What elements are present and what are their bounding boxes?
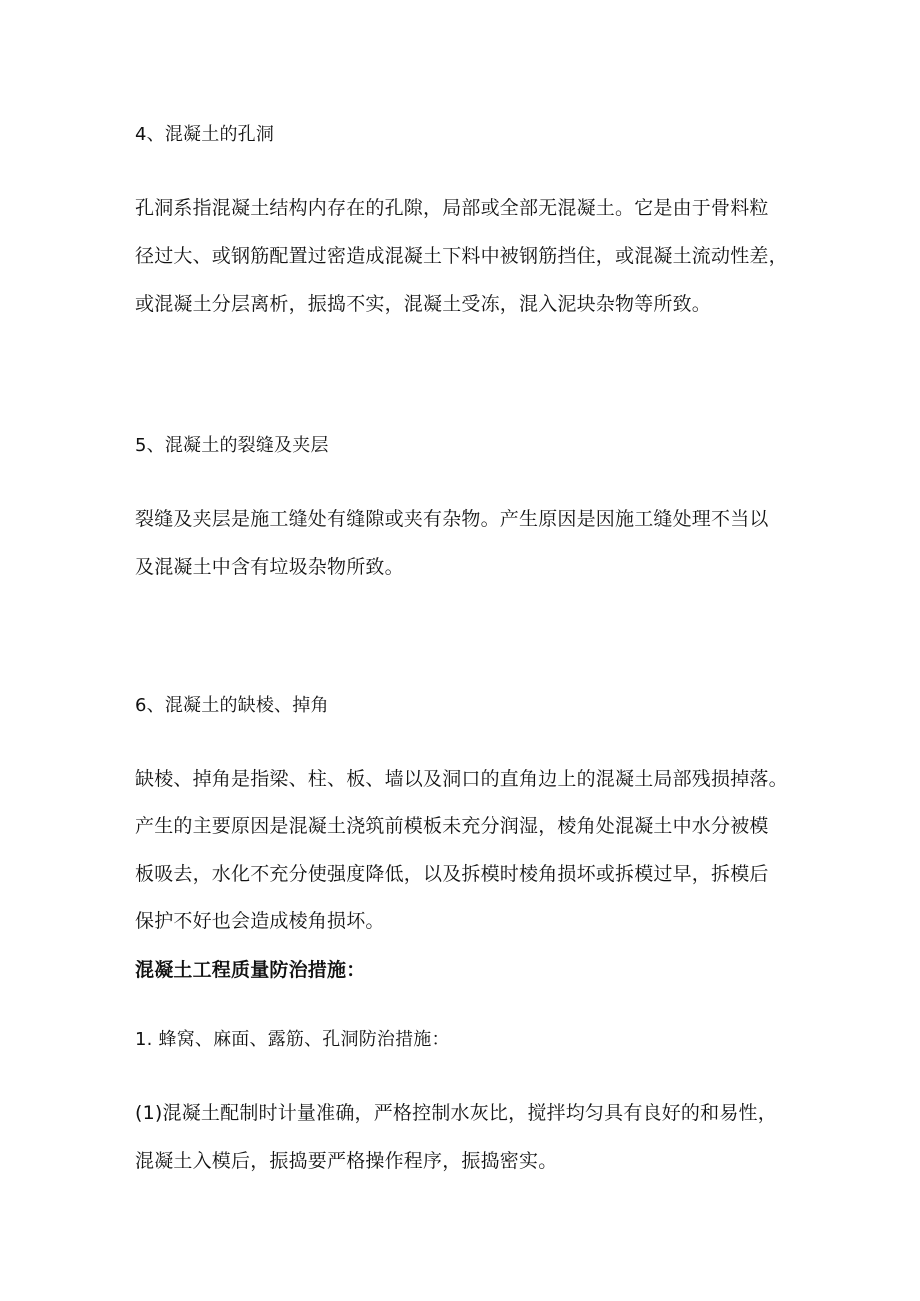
paragraph-line: 保护不好也会造成棱角损坏。 — [135, 910, 385, 932]
paragraph-line: 板吸去，水化不充分使强度降低，以及拆模时棱角损坏或拆模过早，拆模后 — [135, 863, 769, 885]
paragraph-line: 或混凝土分层离析，振捣不实，混凝土受冻，混入泥块杂物等所致。 — [135, 293, 712, 315]
section-heading-corners: 6、混凝土的缺棱、掉角 — [135, 695, 329, 716]
paragraph-line: 径过大、或钢筋配置过密造成混凝土下料中被钢筋挡住，或混凝土流动性差， — [135, 245, 788, 267]
measures-title: 混凝土工程质量防治措施： — [135, 959, 366, 981]
paragraph-line: 孔洞系指混凝土结构内存在的孔隙，局部或全部无混凝土。它是由于骨料粒 — [135, 197, 769, 219]
section-heading-cracks: 5、混凝土的裂缝及夹层 — [135, 435, 329, 456]
section-heading-holes: 4、混凝土的孔洞 — [135, 124, 275, 145]
paragraph-line: 裂缝及夹层是施工缝处有缝隙或夹有杂物。产生原因是因施工缝处理不当以 — [135, 508, 769, 530]
paragraph-line: 缺棱、掉角是指梁、柱、板、墙以及洞口的直角边上的混凝土局部残损掉落。 — [135, 768, 788, 790]
measure-item-line: 混凝土入模后，振捣要严格操作程序，振捣密实。 — [135, 1150, 558, 1172]
paragraph-line: 产生的主要原因是混凝土浇筑前模板未充分润湿，棱角处混凝土中水分被模 — [135, 815, 769, 837]
measure-item-line: (1)混凝土配制时计量准确，严格控制水灰比，搅拌均匀具有良好的和易性， — [135, 1102, 777, 1124]
measures-subtitle: 1. 蜂窝、麻面、露筋、孔洞防治措施： — [135, 1029, 450, 1050]
paragraph-line: 及混凝土中含有垃圾杂物所致。 — [135, 556, 404, 578]
